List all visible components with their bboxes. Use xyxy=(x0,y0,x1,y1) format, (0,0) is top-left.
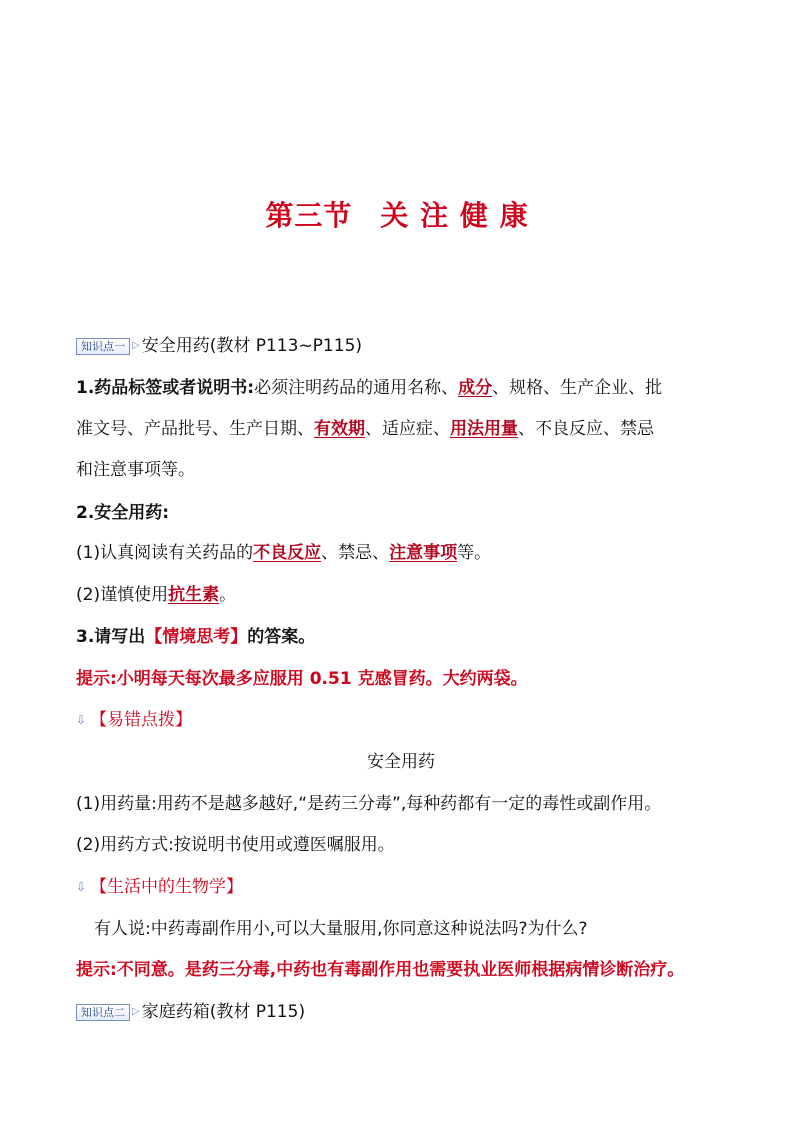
life-hint: 提示:不同意。是药三分毒,中药也有毒副作用也需要执业医师根据病情诊断治疗。 xyxy=(76,960,685,980)
answer-antibiotics: 抗生素 xyxy=(168,585,220,605)
life-header xyxy=(76,875,726,899)
bookmark-icon: ⇩ xyxy=(76,880,87,894)
item-1-text: 必须注明药品的通用名称、 xyxy=(254,378,459,398)
tip-header xyxy=(76,708,726,732)
tip-line-2: (2)用药方式:按说明书使用或遵医嘱服用。 xyxy=(76,835,395,855)
page-title xyxy=(0,194,794,234)
answer-ingredients: 成分 xyxy=(458,378,493,398)
life-question: 有人说:中药毒副作用小,可以大量服用,你同意这种说法吗?为什么? xyxy=(94,919,588,939)
tip-subtitle: 安全用药 xyxy=(367,752,435,772)
item-3-hint: 提示:小明每天每次最多应服用 0.51 克感冒药。大约两袋。 xyxy=(76,669,528,689)
item-2-sub-2 xyxy=(76,583,726,607)
title-section: 第三节 xyxy=(265,199,353,232)
item-1-text: 、适应症、 xyxy=(365,419,450,439)
item-3-text: 的答案。 xyxy=(247,627,316,647)
item-1-line-2 xyxy=(76,417,726,441)
situation-thinking-label: 【情境思考】 xyxy=(145,627,248,647)
answer-adverse-reactions: 不良反应 xyxy=(253,543,322,563)
knowledge-point-2-tag: 知识点二 xyxy=(76,1004,130,1021)
item-3-label xyxy=(76,625,726,649)
item-2-text: 、禁忌、 xyxy=(321,543,390,563)
item-1-label: 1.药品标签或者说明书: xyxy=(76,378,255,398)
knowledge-point-1-heading: 安全用药(教材 P113~P115) xyxy=(141,336,363,356)
title-topic: 关 注 健 康 xyxy=(380,199,529,232)
item-1-line-3 xyxy=(76,458,726,482)
item-1-text: 准文号、产品批号、生产日期、 xyxy=(76,419,314,439)
item-2-text: (2)谨慎使用 xyxy=(76,585,169,605)
knowledge-point-2-heading: 家庭药箱(教材 P115) xyxy=(141,1002,306,1022)
item-1-line-1 xyxy=(76,376,726,400)
item-1-text: 、不良反应、禁忌 xyxy=(518,419,654,439)
bookmark-icon: ⇩ xyxy=(76,713,87,727)
answer-dosage: 用法用量 xyxy=(450,419,518,439)
knowledge-point-1-tag: 知识点一 xyxy=(76,338,130,355)
item-2-label: 2.安全用药: xyxy=(76,503,170,523)
item-2-text: 。 xyxy=(219,585,237,605)
life-header-label: 【生活中的生物学】 xyxy=(90,877,244,897)
answer-expiry: 有效期 xyxy=(314,419,365,439)
item-3-text: 3.请写出 xyxy=(76,627,146,647)
item-1-text: 、规格、生产企业、批 xyxy=(492,378,663,398)
knowledge-point-2 xyxy=(76,1000,726,1024)
item-2-text: (1)认真阅读有关药品的 xyxy=(76,543,254,563)
knowledge-point-1 xyxy=(76,334,726,358)
answer-precautions: 注意事项 xyxy=(389,543,458,563)
item-2-text: 等。 xyxy=(457,543,492,563)
item-1-text: 和注意事项等。 xyxy=(76,460,195,480)
tag-arrow-icon: ▷ xyxy=(132,1006,140,1017)
tip-header-label: 【易错点拨】 xyxy=(90,710,193,730)
tip-line-1: (1)用药量:用药不是越多越好,“是药三分毒”,每种药都有一定的毒性或副作用。 xyxy=(76,794,662,814)
tag-arrow-icon: ▷ xyxy=(132,340,140,351)
item-2-sub-1 xyxy=(76,541,726,565)
